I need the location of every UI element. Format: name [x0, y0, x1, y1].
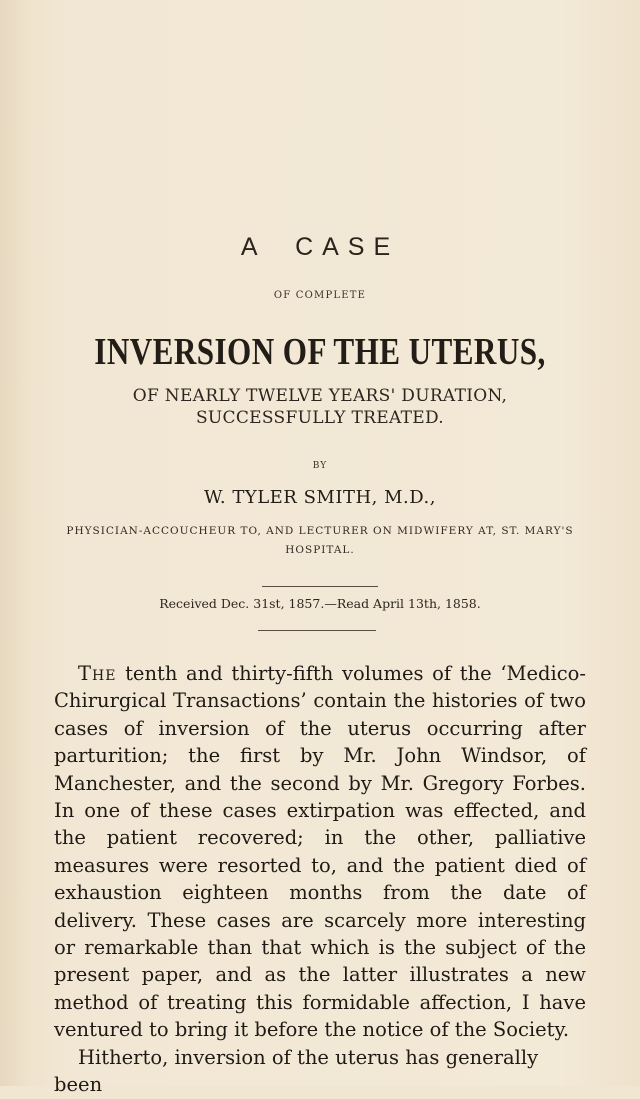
- paragraph-1-text: tenth and thirty-fifth volumes of the ‘Medico-Chirurgical Transactions’ contain the histories of two cases of inversion of the uterus occurring after parturition; the first by Mr. John Windsor, of Manchester, and the second by Mr. Gregory Forbes. In one of these cases extirpation was effected, and the patient recovered; in the other, palliative measures were resorted to, and the patient died of exhaustion eighteen months from the date of delivery. These cases are scarcely more interesting or remarkable than that which is the subject of the present paper, and as the latter illustrates a new method of treating this formidable affection, I have ventured to bring it before the notice of the Society.: [54, 662, 586, 1042]
- title-a-case: A CASE: [240, 233, 400, 261]
- main-title: INVERSION OF THE UTERUS,: [94, 331, 546, 373]
- drop-word: The: [78, 662, 117, 685]
- by-label: BY: [312, 461, 328, 471]
- bottom-divider: [258, 630, 376, 631]
- body-text: [54, 660, 586, 1099]
- author-affiliation: PHYSICIAN-ACCOUCHEUR TO, AND LECTURER ON MIDWIFERY AT, ST. MARY'S HOSPITAL.: [66, 525, 574, 556]
- title-of-complete: OF COMPLETE: [273, 290, 367, 301]
- received-date: Received Dec. 31st, 1857.—Read April 13th, 1858.: [159, 596, 481, 611]
- paragraph-2: Hitherto, inversion of the uterus has generally been: [54, 1045, 539, 1097]
- subtitle: OF NEARLY TWELVE YEARS' DURATION, SUCCESSFULLY TREATED.: [132, 386, 508, 428]
- top-divider: [262, 586, 378, 587]
- paragraph-1: [54, 660, 586, 1044]
- author-name: W. TYLER SMITH, M.D.,: [204, 487, 436, 508]
